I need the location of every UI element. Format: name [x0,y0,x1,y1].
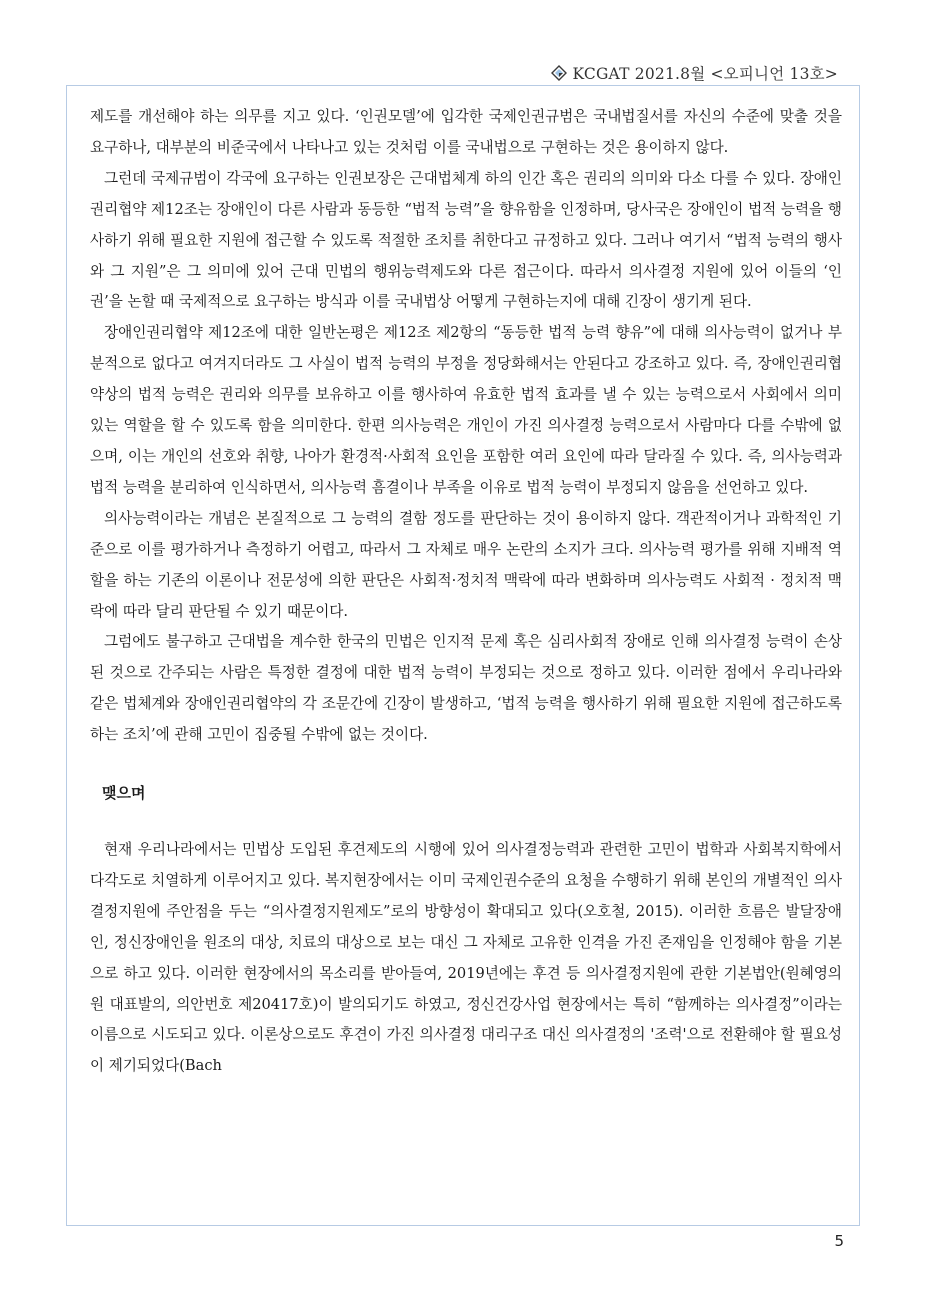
paragraph: 현재 우리나라에서는 민법상 도입된 후견제도의 시행에 있어 의사결정능력과 관련한 고민이 법학과 사회복지학에서 다각도로 치열하게 이루어지고 있다. 복지현장에서는 이미 국제인권수준의 요청을 수행하기 위해 본인의 개별적인 의사결정지원에 주안점을 두는 “의사결정지원제도”로의 방향성이 확대되고 있다(오호철, 2015). 이러한 흐름은 발달장애인, 정신장애인을 원조의 대상, 치료의 대상으로 보는 대신 그 자체로 고유한 인격을 가진 존재임을 인정해야 함을 기본으로 하고 있다. 이러한 현장에서의 목소리를 받아들여, 2019년에는 후견 등 의사결정지원에 관한 기본법안(원혜영의원 대표발의, 의안번호 제20417호)이 발의되기도 하였고, 정신건강사업 현장에서는 특히 “함께하는 의사결정”이라는 이름으로 시도되고 있다. 이론상으로도 후견이 가진 의사결정 대리구조 대신 의사결정의 '조력'으로 전환해야 할 필요성이 제기되었다(Bach [90,841,842,1075]
section-heading: 맺으며 [102,784,146,803]
paragraph: 의사능력이라는 개념은 본질적으로 그 능력의 결함 정도를 판단하는 것이 용이하지 않다. 객관적이거나 과학적인 기준으로 이를 평가하거나 측정하기 어렵고, 따라서 그 자체로 매우 논란의 소지가 크다. 의사능력 평가를 위해 지배적 역할을 하는 기존의 이론이나 전문성에 의한 판단은 사회적·정치적 맥락에 따라 변화하며 의사능력도 사회적 · 정치적 맥락에 따라 달리 판단될 수 있기 때문이다. [90,509,842,620]
article-body [90,102,842,1082]
page-number: 5 [834,1232,844,1250]
paragraph: 장애인권리협약 제12조에 대한 일반논평은 제12조 제2항의 “동등한 법적 능력 향유”에 대해 의사능력이 없거나 부분적으로 없다고 여겨지더라도 그 사실이 법적 능력의 부정을 정당화해서는 안된다고 강조하고 있다. 즉, 장애인권리협약상의 법적 능력은 권리와 의무를 보유하고 이를 행사하여 유효한 법적 효과를 낼 수 있는 능력으로서 사회에서 의미 있는 역할을 할 수 있도록 함을 의미한다. 한편 의사능력은 개인이 가진 의사결정 능력으로서 사람마다 다를 수밖에 없으며, 이는 개인의 선호와 취향, 나아가 환경적·사회적 요인을 포함한 여러 요인에 따라 달라질 수 있다. 즉, 의사능력과 법적 능력을 분리하여 인식하면서, 의사능력 흠결이나 부족을 이유로 법적 능력이 부정되지 않음을 선언하고 있다. [90,324,842,496]
paragraph: 그럼에도 불구하고 근대법을 계수한 한국의 민법은 인지적 문제 혹은 심리사회적 장애로 인해 의사결정 능력이 손상된 것으로 간주되는 사람은 특정한 결정에 대한 법적 능력이 부정되는 것으로 정하고 있다. 이러한 점에서 우리나라와 같은 법체계와 장애인권리협약의 각 조문간에 긴장이 발생하고, ‘법적 능력을 행사하기 위해 필요한 지원에 접근하도록 하는 조치’에 관해 고민이 집중될 수밖에 없는 것이다. [90,633,842,744]
diamond-bullet-icon [551,65,567,81]
paragraph: 제도를 개선해야 하는 의무를 지고 있다. ‘인권모델’에 입각한 국제인권규범은 국내법질서를 자신의 수준에 맞출 것을 요구하나, 대부분의 비준국에서 나타나고 있는 것처럼 이를 국내법으로 구현하는 것은 용이하지 않다. [90,108,842,156]
journal-issue-label: KCGAT 2021.8월 <오피니언 13호> [572,65,838,83]
paragraph: 그런데 국제규범이 각국에 요구하는 인권보장은 근대법체계 하의 인간 혹은 권리의 의미와 다소 다를 수 있다. 장애인권리협약 제12조는 장애인이 다른 사람과 동등한 “법적 능력”을 향유함을 인정하며, 당사국은 장애인이 법적 능력을 행사하기 위해 필요한 지원에 접근할 수 있도록 적절한 조치를 취한다고 규정하고 있다. 그러나 여기서 “법적 능력의 행사와 그 지원”은 그 의미에 있어 근대 민법의 행위능력제도와 다른 접근이다. 따라서 의사결정 지원에 있어 이들의 ‘인권’을 논할 때 국제적으로 요구하는 방식과 이를 국내법상 어떻게 구현하는지에 대해 긴장이 생기게 된다. [90,169,842,311]
running-header [551,62,838,84]
